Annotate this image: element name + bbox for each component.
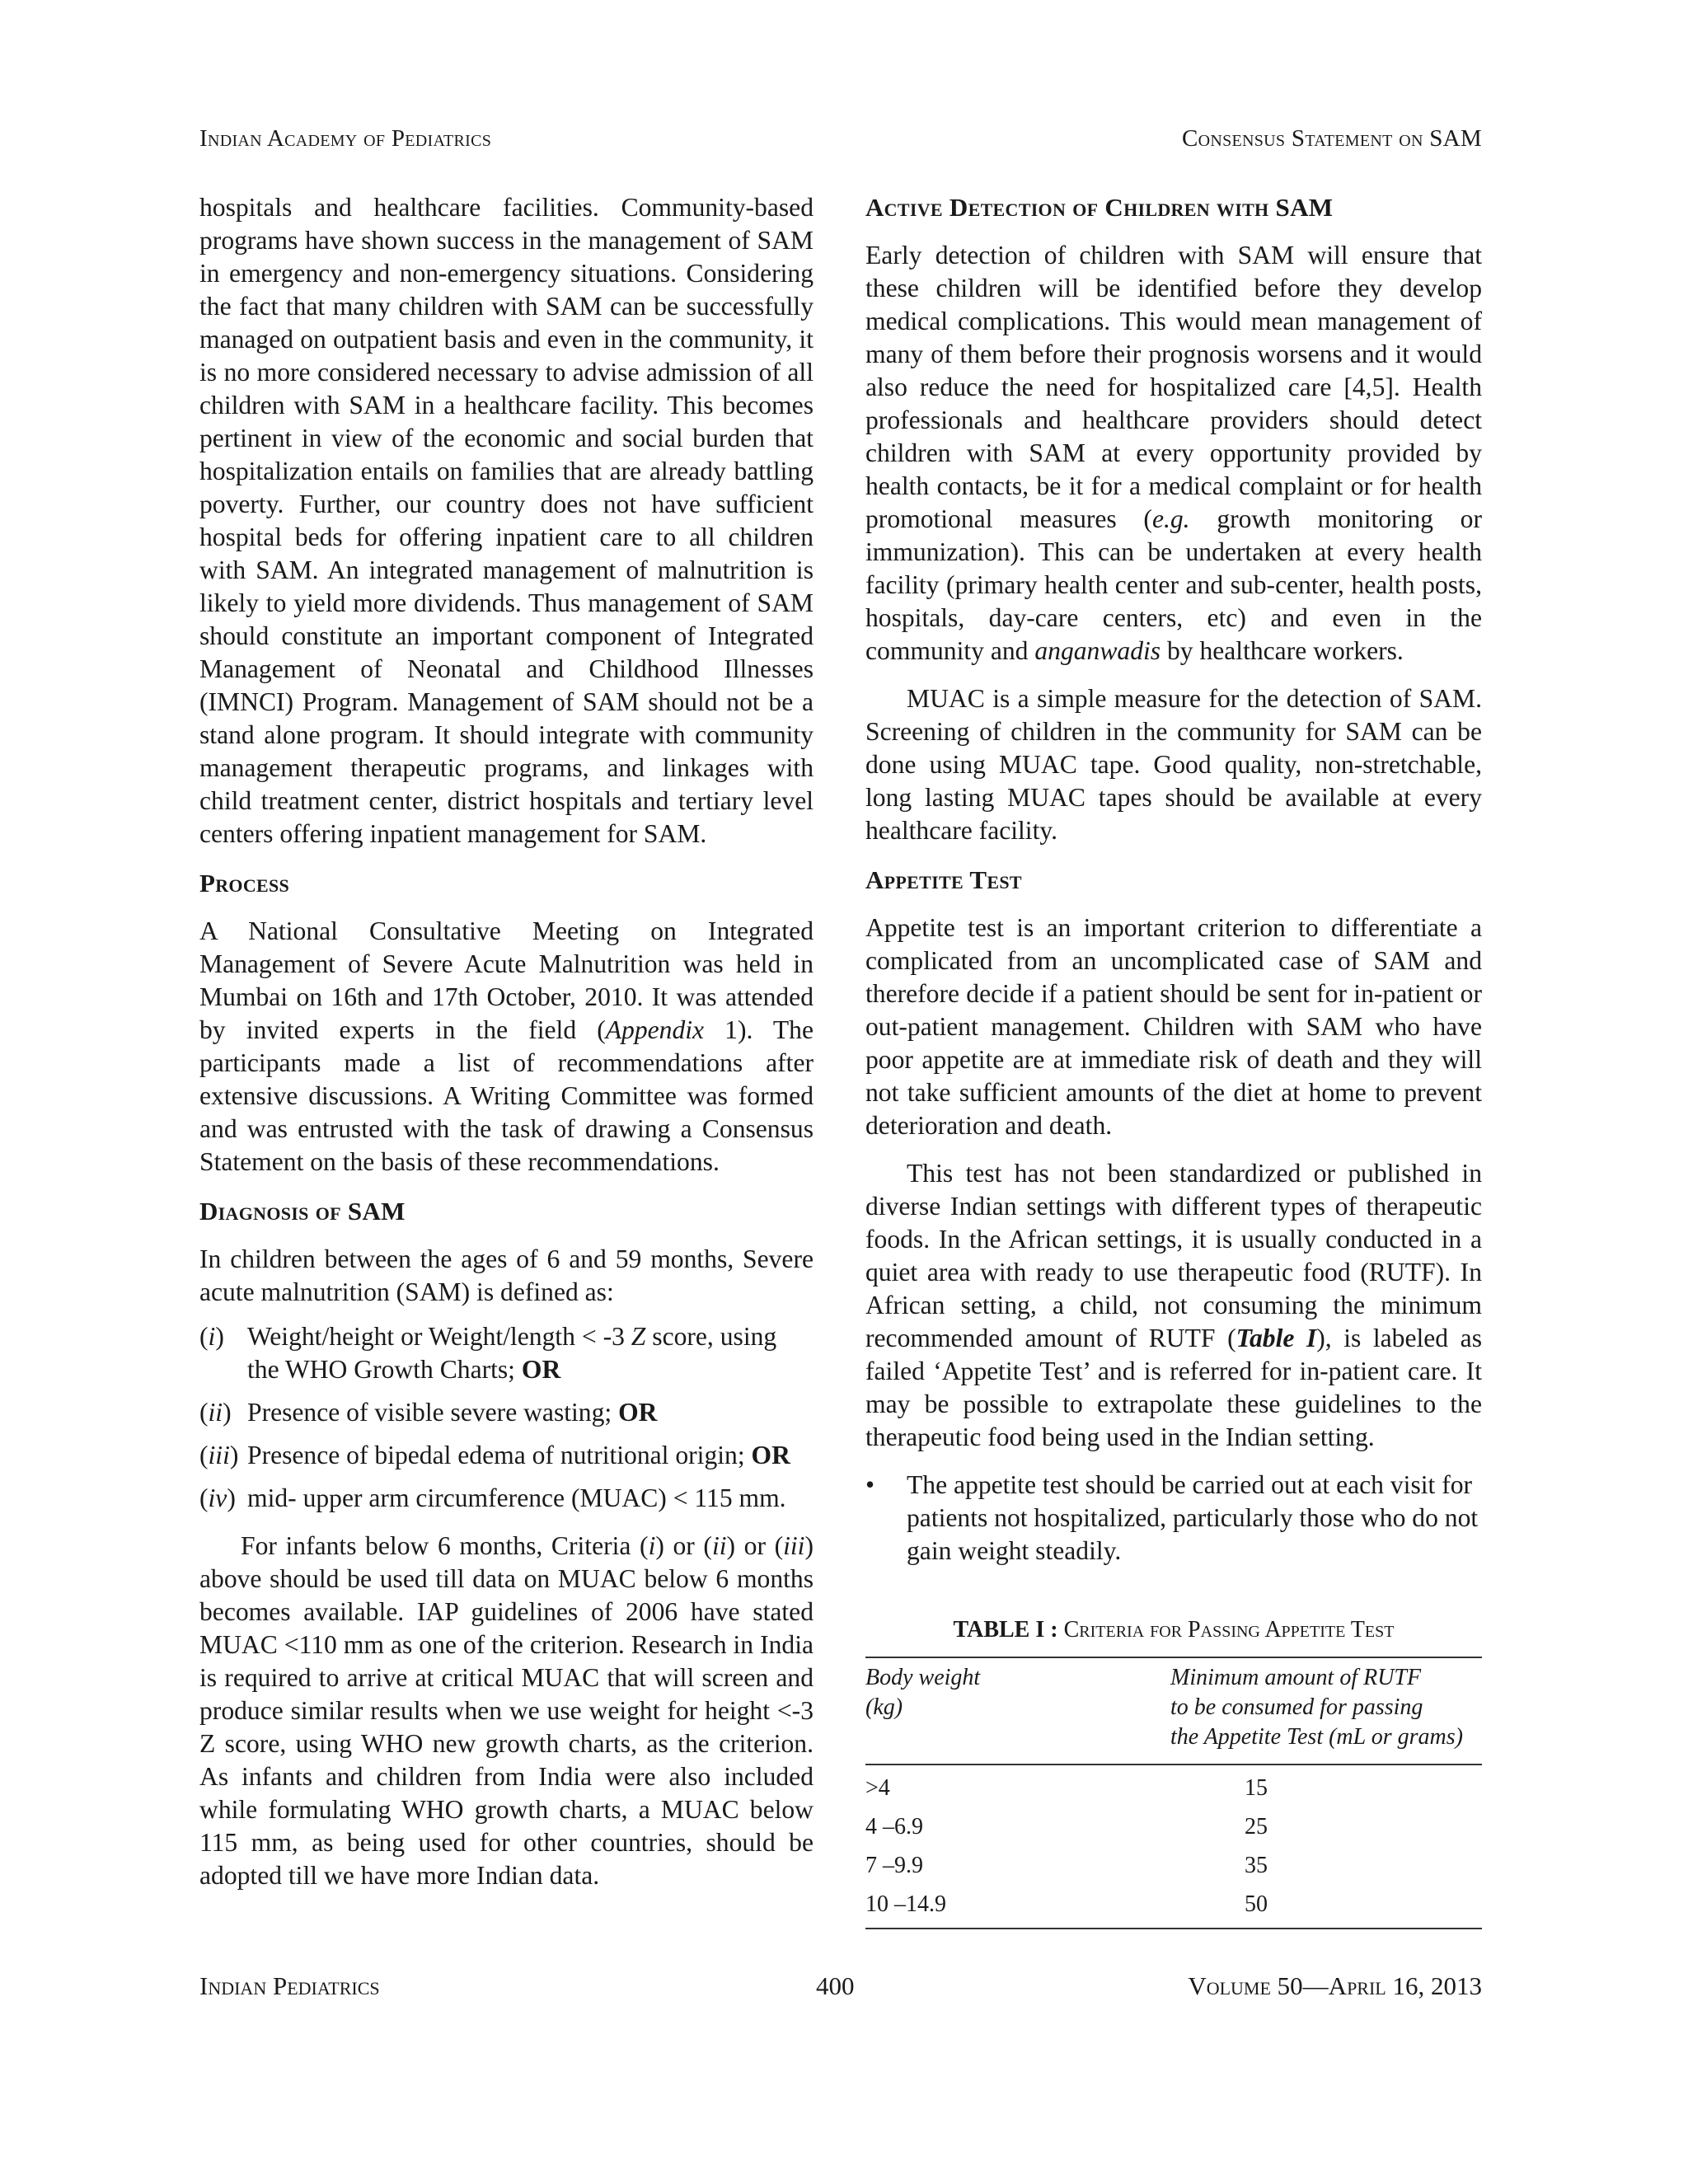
table-row: 10 –14.9 50 — [865, 1886, 1482, 1929]
process-heading: Process — [199, 869, 290, 898]
table-header-row — [865, 1657, 1482, 1765]
criterion-item: (i) Weight/height or Weight/length < -3 Z score, using the WHO Growth Charts; OR — [199, 1322, 777, 1384]
footer-journal: Indian Pediatrics — [199, 1971, 380, 2000]
footer-volume: Volume 50—April 16, 2013 — [1188, 1971, 1482, 2000]
left-column — [199, 191, 814, 1892]
table-title: TABLE I : Criteria for Passing Appetite Test — [953, 1617, 1395, 1643]
muac-paragraph: MUAC is a simple measure for the detection of SAM. Screening of children in the community for SAM can be done using MUAC tape. Good quality, non-stretchable, long lasting MUAC tapes should be available at every healthcare facility. — [865, 684, 1482, 845]
table-row: 4 –6.9 25 — [865, 1814, 1268, 1840]
sam-criteria-list — [199, 1320, 814, 1515]
table-block — [865, 1614, 1482, 1929]
bullet-item: • The appetite test should be carried out at each visit for patients not hospitalized, particularly those who do not gain weight steadily. — [865, 1469, 1482, 1568]
table-row: >4 15 — [865, 1775, 1268, 1801]
process-paragraph: A National Consultative Meeting on Integrated Management of Severe Acute Malnutrition was held in Mumbai on 16th and 17th October, 2010. It was attended by invited experts in the field (Appendix 1). The participants made a list of recommendations after extensive discussions. A Writing Committee was formed and was entrusted with the task of drawing a Consensus Statement on the basis of these recommendations. — [199, 916, 814, 1176]
intro-paragraph: hospitals and healthcare facilities. Community-based programs have shown success in the management of SAM in emergency and non-emergency situations. Considering the fact that many children with SAM can be successfully managed on outpatient basis and even in the community, it is no more considered necessary to advise admission of all children with SAM in a healthcare facility. This becomes pertinent in view of the economic and social burden that hospitalization entails on families that are already battling poverty. Further, our country does not have sufficient hospital beds for offering inpatient care to all children with SAM. An integrated management of malnutrition is likely to yield more dividends. Thus management of SAM should constitute an important component of Integrated Management of Neonatal and Childhood Illnesses (IMNCI) Program. Management of SAM should not be a stand alone program. It should integrate with community management therapeutic programs, and linkages with child treatment center, district hospitals and tertiary level centers offering inpatient management for SAM. — [199, 193, 814, 848]
header-body-weight: Body weight (kg) — [865, 1657, 1170, 1765]
diagnosis-heading: Diagnosis of SAM — [199, 1197, 406, 1226]
bullet-marker: • — [865, 1470, 875, 1499]
table-row: 7 –9.9 35 — [865, 1853, 1268, 1878]
footer-page-number: 400 — [816, 1971, 855, 2000]
active-detection-paragraph: Early detection of children with SAM will ensure that these children will be identified before they develop medical complications. This would mean management of many of them before their prognosis worsens and it would also reduce the need for hospitalized care [4,5]. Health professionals and healthcare providers should detect children with SAM at every opportunity provided by health contacts, be it for a medical complaint or for health promotional measures (e.g. growth monitoring or immunization). This can be undertaken at every health facility (primary health center and sub-center, health posts, hospitals, day-care centers, etc) and even in the community and anganwadis by healthcare workers. — [865, 241, 1483, 665]
appetite-paragraph-1: Appetite test is an important criterion to differentiate a complicated from an uncomplicated case of SAM and therefore decide if a patient should be sent for in-patient or out-patient management. Children with SAM who have poor appetite are at immediate risk of death and they will not take sufficient amounts of the diet at home to prevent deterioration and death. — [865, 913, 1482, 1140]
running-head-right: Consensus Statement on SAM — [1181, 125, 1482, 152]
criterion-item: (ii) Presence of visible severe wasting; OR — [199, 1398, 658, 1427]
appendix-ref: Appendix — [605, 1015, 705, 1044]
table-ref: Table I — [1236, 1324, 1317, 1352]
criterion-item: (iv) mid- upper arm circumference (MUAC) < 115 mm. — [199, 1483, 786, 1512]
appetite-paragraph-2: This test has not been standardized or published in diverse Indian settings with different types of therapeutic foods. In the African settings, it is usually conducted in a quiet area with ready to use therapeutic food (RUTF). In African setting, a child, not consuming the minimum recommended amount of RUTF (Table I), is labeled as failed ‘Appetite Test’ and is referred for in-patient care. It may be possible to extrapolate these guidelines to the therapeutic food being used in the Indian setting. — [865, 1159, 1482, 1451]
active-detection-heading: Active Detection of Children with SAM — [865, 193, 1334, 222]
criterion-item: (iii) Presence of bipedal edema of nutritional origin; OR — [199, 1441, 790, 1469]
appetite-bullet-list — [865, 1469, 1482, 1568]
appetite-test-heading: Appetite Test — [865, 865, 1022, 894]
header-minimum-amount: Minimum amount of RUTF to be consumed for passing the Appetite Test (mL or grams) — [1170, 1657, 1482, 1765]
running-head-left: Indian Academy of Pediatrics — [199, 125, 492, 152]
rutf-table — [865, 1657, 1482, 1929]
infants-paragraph: For infants below 6 months, Criteria (i) or (ii) or (iii) above should be used till data on MUAC below 6 months becomes available. IAP guidelines of 2006 have stated MUAC <110 mm as one of the criterion. Research in India is required to arrive at critical MUAC that will screen and produce similar results when we use weight for height <-3 Z score, using WHO new growth charts, as the criterion. As infants and children from India were also included while formulating WHO growth charts, a MUAC below 115 mm, as being used for other countries, should be adopted till we have more Indian data. — [199, 1531, 814, 1890]
right-column — [865, 191, 1482, 1929]
diagnosis-intro: In children between the ages of 6 and 59 months, Severe acute malnutrition (SAM) is defined as: — [199, 1244, 814, 1306]
